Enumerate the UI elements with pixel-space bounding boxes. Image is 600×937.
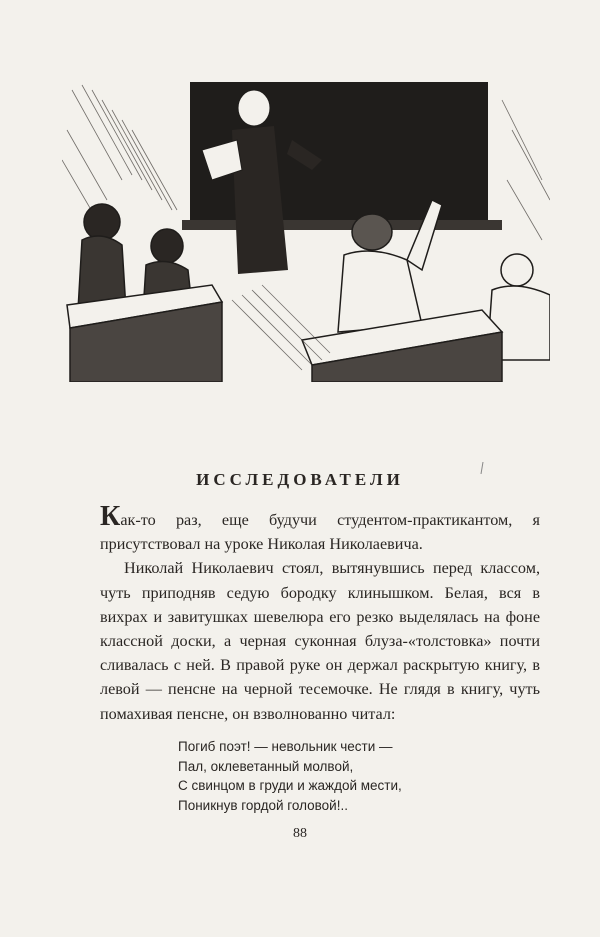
scan-speck [480, 462, 484, 474]
drop-cap: К [100, 501, 121, 532]
paragraph-1 [100, 501, 540, 556]
poem-line: С свинцом в груди и жаждой мести, [178, 778, 402, 794]
poem-line: Погиб поэт! — невольник чести — [178, 739, 393, 754]
chapter-title: ИССЛЕДОВАТЕЛИ [196, 470, 404, 489]
paragraph-1-text: ак-то раз, еще будучи студентом-практикантом, я присутствовал на уроке Николая Николаевича. [100, 511, 540, 554]
classroom-illustration [62, 70, 550, 382]
poem-line: Пал, оклеветанный молвой, [178, 758, 354, 774]
page-number: 88 [293, 826, 307, 841]
desks [67, 285, 502, 382]
body-text [100, 501, 540, 726]
poem-quote [178, 737, 508, 815]
paragraph-2: Николай Николаевич стоял, вытянувшись перед классом, чуть приподняв седую бородку клинышком. Белая, вся в вихрах и завитушках шевелюра его резко выделялась на фоне классной доски, а черная суконная блуза-«толстовка» почти сливалась с ней. В правой руке он держал раскрытую книгу, в левой — пенсне на черной тесемочке. Не глядя в книгу, чуть помахивая пенсне, он взволнованно читал: [100, 559, 540, 723]
poem-line: Поникнув гордой головой!.. [178, 797, 348, 813]
